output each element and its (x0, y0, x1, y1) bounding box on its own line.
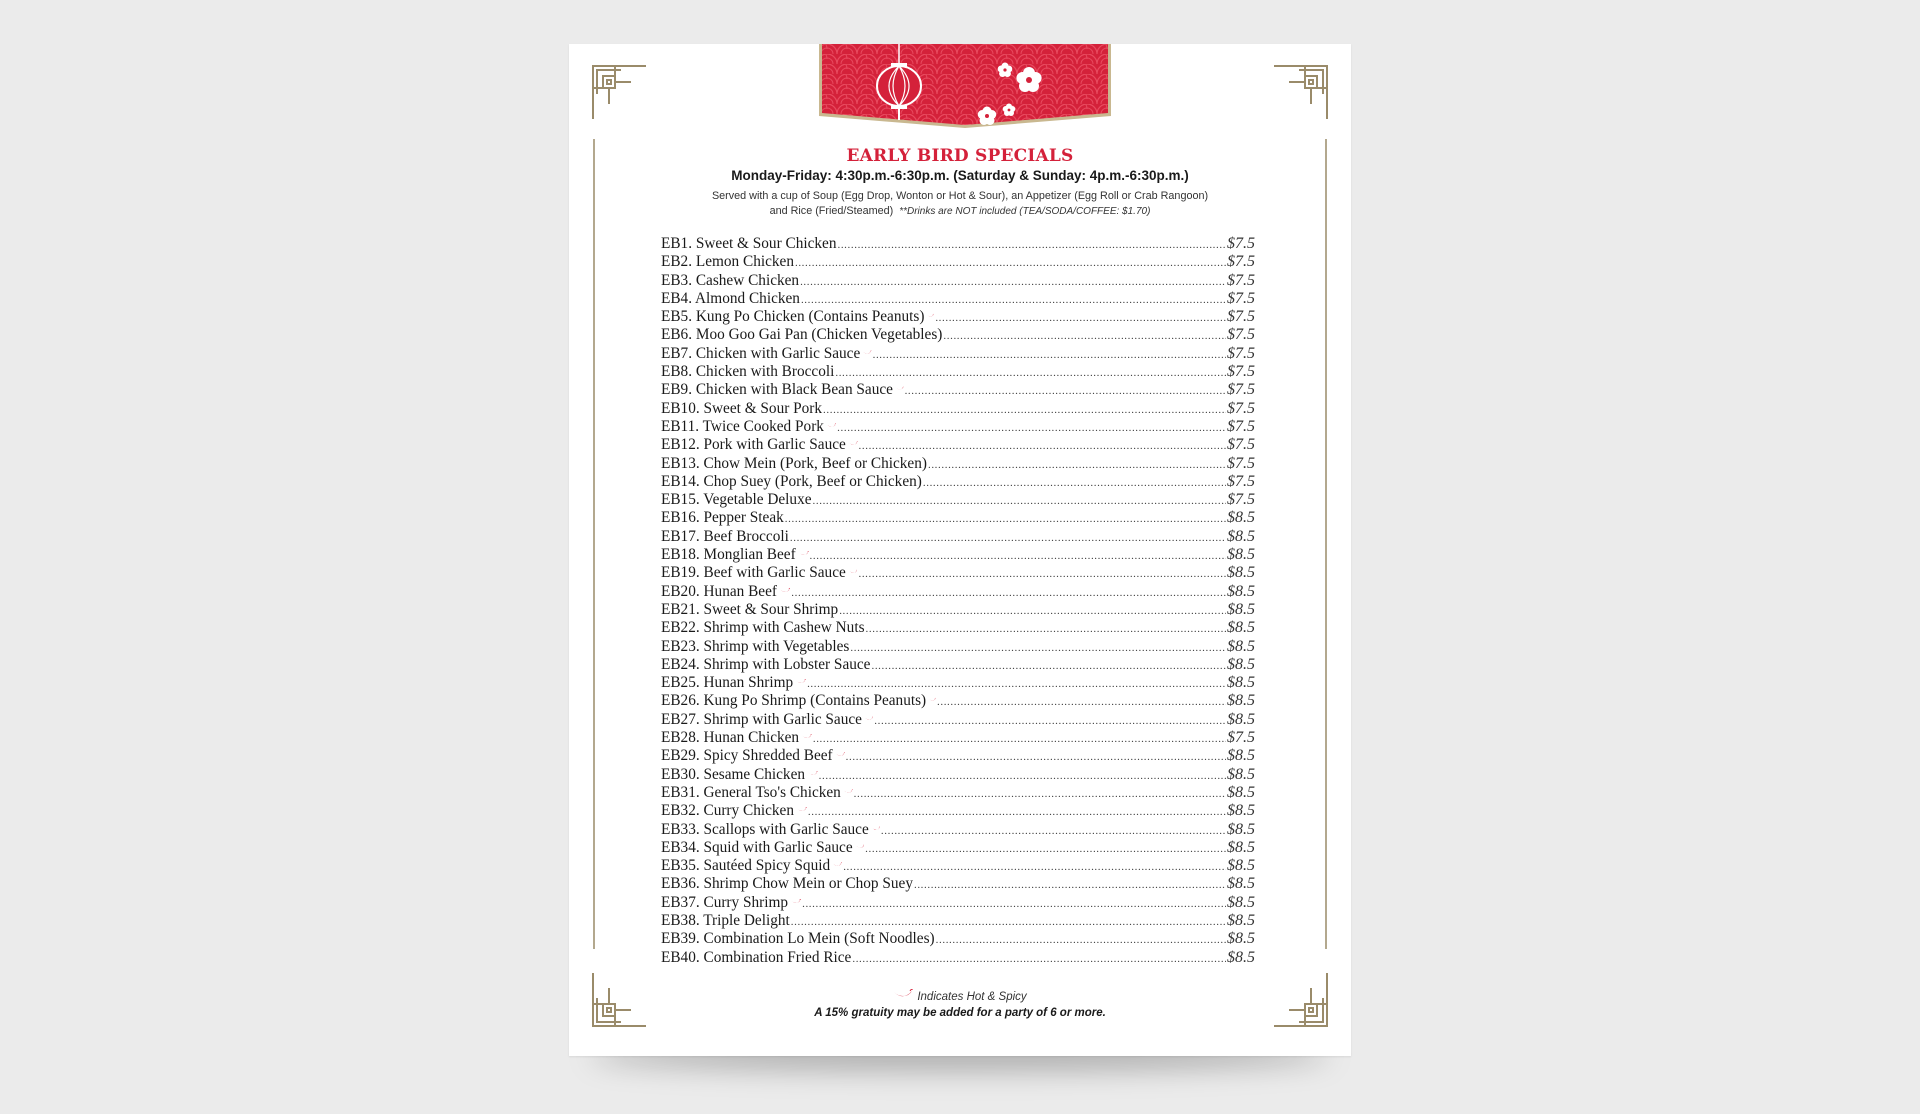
dot-leader (813, 495, 1226, 507)
menu-item-name: EB27. Shrimp with Garlic Sauce (661, 710, 862, 728)
menu-item-price: $8.5 (1227, 692, 1255, 710)
menu-item-price: $8.5 (1227, 802, 1255, 820)
menu-item (661, 930, 1255, 948)
menu-item-name: EB16. Pepper Steak (661, 509, 784, 527)
chili-pepper-icon (896, 384, 904, 394)
menu-item (661, 656, 1255, 674)
menu-item (661, 875, 1255, 893)
menu-item-price: $7.5 (1227, 344, 1255, 362)
menu-item-name: EB38. Triple Delight (661, 911, 790, 929)
menu-item-price: $7.5 (1227, 253, 1255, 271)
menu-item (661, 784, 1255, 802)
menu-item (661, 711, 1255, 729)
menu-item-price: $7.5 (1227, 491, 1255, 509)
menu-item-name: EB4. Almond Chicken (661, 289, 800, 307)
menu-item (661, 821, 1255, 839)
menu-item (661, 491, 1255, 509)
menu-item (661, 345, 1255, 363)
menu-item (661, 638, 1255, 656)
dot-leader (807, 678, 1226, 690)
dot-leader (852, 953, 1226, 965)
menu-item-name: EB31. General Tso's Chicken (661, 783, 841, 801)
dot-leader (810, 550, 1226, 562)
menu-item-price: $8.5 (1227, 857, 1255, 875)
menu-item-price: $7.5 (1227, 289, 1255, 307)
menu-item-name: EB3. Cashew Chicken (661, 271, 800, 289)
dot-leader (800, 276, 1226, 288)
corner-ornament-top-left (591, 64, 647, 120)
menu-item (661, 766, 1255, 784)
menu-item-name: EB8. Chicken with Broccoli (661, 363, 835, 381)
spicy-legend (569, 989, 1351, 1003)
menu-item-price: $7.5 (1227, 381, 1255, 399)
menu-item-price: $8.5 (1227, 582, 1255, 600)
chili-pepper-icon (929, 695, 936, 705)
menu-item-name: EB35. Sautéed Spicy Squid (661, 857, 831, 875)
menu-item (661, 509, 1255, 527)
menu-item-price: $8.5 (1227, 564, 1255, 582)
menu-item-name: EB21. Sweet & Sour Shrimp (661, 600, 839, 618)
menu-item-name: EB10. Sweet & Sour Pork (661, 399, 823, 417)
chili-pepper-icon (856, 842, 865, 852)
menu-item (661, 272, 1255, 290)
menu-item (661, 546, 1255, 564)
menu-item-name: EB11. Twice Cooked Pork (661, 417, 824, 435)
dot-leader (850, 642, 1226, 654)
menu-item-name: EB12. Pork with Garlic Sauce (661, 436, 846, 454)
menu-list (661, 235, 1255, 967)
drinks-note: **Drinks are NOT included (TEA/SODA/COFFEE: $1.70) (899, 206, 1151, 217)
menu-item (661, 564, 1255, 582)
menu-item (661, 418, 1255, 436)
chili-pepper-icon (808, 769, 818, 779)
menu-item-name: EB24. Shrimp with Lobster Sauce (661, 655, 871, 673)
menu-item-name: EB17. Beef Broccoli (661, 527, 789, 545)
dot-leader (854, 788, 1226, 800)
menu-item-price: $8.5 (1227, 619, 1255, 637)
menu-item (661, 839, 1255, 857)
chili-pepper-icon (865, 714, 873, 724)
menu-item-name: EB5. Kung Po Chicken (Contains Peanuts) (661, 308, 925, 326)
menu-item-name: EB40. Combination Fried Rice (661, 948, 852, 966)
chili-pepper-icon (802, 732, 812, 742)
dot-leader (795, 257, 1226, 269)
menu-item-price: $8.5 (1227, 820, 1255, 838)
chili-pepper-icon (796, 677, 806, 687)
dot-leader (819, 770, 1226, 782)
left-border-line (593, 139, 595, 949)
menu-item-price: $7.5 (1227, 235, 1255, 252)
menu-item-name: EB13. Chow Mein (Pork, Beef or Chicken) (661, 454, 927, 472)
menu-item-name: EB26. Kung Po Shrimp (Contains Peanuts) (661, 692, 927, 710)
menu-item-name: EB7. Chicken with Garlic Sauce (661, 344, 861, 362)
menu-item-price: $8.5 (1227, 948, 1255, 966)
menu-item-price: $8.5 (1227, 875, 1255, 893)
dot-leader (791, 587, 1226, 599)
dot-leader (858, 568, 1226, 580)
chili-pepper-icon (927, 311, 934, 321)
menu-item-price: $7.5 (1227, 472, 1255, 490)
gratuity-note: A 15% gratuity may be added for a party of 6 or more. (814, 1007, 1106, 1019)
menu-item (661, 308, 1255, 326)
menu-item (661, 601, 1255, 619)
dot-leader (873, 349, 1226, 361)
menu-item-name: EB30. Sesame Chicken (661, 765, 806, 783)
chili-pepper-icon (863, 348, 871, 358)
dot-leader (785, 513, 1226, 525)
dot-leader (802, 898, 1226, 910)
chili-pepper-icon (849, 567, 858, 577)
dot-leader (874, 715, 1226, 727)
menu-item-price: $7.5 (1227, 454, 1255, 472)
dot-leader (837, 422, 1226, 434)
menu-item (661, 290, 1255, 308)
menu-item (661, 674, 1255, 692)
chili-pepper-icon (849, 439, 858, 449)
menu-item (661, 400, 1255, 418)
dot-leader (943, 330, 1226, 342)
dot-leader (905, 385, 1226, 397)
chili-pepper-icon (893, 989, 913, 1000)
menu-item-price: $8.5 (1227, 930, 1255, 948)
menu-item-price: $8.5 (1227, 893, 1255, 911)
menu-item-price: $7.5 (1227, 729, 1255, 747)
dot-leader (859, 440, 1226, 452)
dot-leader (937, 696, 1226, 708)
menu-item-name: EB32. Curry Chicken (661, 802, 794, 820)
dot-leader (813, 733, 1226, 745)
menu-item-name: EB29. Spicy Shredded Beef (661, 747, 833, 765)
right-border-line (1325, 139, 1327, 949)
menu-item-name: EB22. Shrimp with Cashew Nuts (661, 619, 865, 637)
dot-leader (835, 367, 1226, 379)
menu-item-price: $7.5 (1227, 436, 1255, 454)
menu-item (661, 583, 1255, 601)
menu-item-price: $8.5 (1227, 527, 1255, 545)
dot-leader (843, 861, 1226, 873)
menu-item (661, 729, 1255, 747)
dot-leader (866, 623, 1226, 635)
menu-item (661, 381, 1255, 399)
header-banner (817, 44, 1113, 130)
dot-leader (935, 312, 1226, 324)
menu-item (661, 692, 1255, 710)
menu-item-name: EB2. Lemon Chicken (661, 253, 794, 271)
menu-item (661, 436, 1255, 454)
chili-pepper-icon (780, 586, 790, 596)
dot-leader (923, 477, 1226, 489)
menu-item (661, 894, 1255, 912)
menu-item-name: EB19. Beef with Garlic Sauce (661, 564, 846, 582)
menu-item-price: $7.5 (1227, 308, 1255, 326)
dot-leader (881, 825, 1226, 837)
menu-item-name: EB23. Shrimp with Vegetables (661, 637, 850, 655)
description (629, 189, 1291, 219)
menu-item-price: $8.5 (1227, 838, 1255, 856)
dot-leader (790, 532, 1226, 544)
menu-item-name: EB37. Curry Shrimp (661, 893, 789, 911)
menu-item-name: EB15. Vegetable Deluxe (661, 491, 812, 509)
description-line-1: Served with a cup of Soup (Egg Drop, Wonton or Hot & Sour), an Appetizer (Egg Roll or Crab Rangoon) (711, 190, 1209, 202)
menu-item-price: $7.5 (1227, 417, 1255, 435)
menu-item-price: $8.5 (1227, 911, 1255, 929)
menu-item (661, 326, 1255, 344)
chili-pepper-icon (872, 824, 880, 834)
dot-leader (808, 806, 1226, 818)
menu-item (661, 949, 1255, 967)
description-rice: and Rice (Fried/Steamed) (769, 205, 894, 217)
menu-item-price: $7.5 (1227, 271, 1255, 289)
menu-item-name: EB39. Combination Lo Mein (Soft Noodles) (661, 930, 935, 948)
menu-page (569, 44, 1351, 1056)
menu-item-name: EB36. Shrimp Chow Mein or Chop Suey (661, 875, 913, 893)
menu-item-price: $8.5 (1227, 783, 1255, 801)
description-line-2 (629, 204, 1291, 219)
menu-item-name: EB33. Scallops with Garlic Sauce (661, 820, 869, 838)
dot-leader (865, 843, 1226, 855)
chili-pepper-icon (844, 787, 853, 797)
menu-item-price: $8.5 (1227, 546, 1255, 564)
menu-item (661, 802, 1255, 820)
dot-leader (823, 404, 1226, 416)
menu-item (661, 455, 1255, 473)
menu-item-price: $7.5 (1227, 399, 1255, 417)
menu-item-name: EB9. Chicken with Black Bean Sauce (661, 381, 893, 399)
chili-pepper-icon (827, 421, 836, 431)
dot-leader (801, 294, 1226, 306)
menu-item (661, 857, 1255, 875)
menu-item-price: $8.5 (1227, 655, 1255, 673)
menu-item (661, 619, 1255, 637)
menu-item (661, 473, 1255, 491)
dot-leader (791, 916, 1226, 928)
menu-item-name: EB18. Monglian Beef (661, 546, 796, 564)
legend-text: Indicates Hot & Spicy (917, 991, 1027, 1003)
chili-pepper-icon (799, 549, 809, 559)
dot-leader (837, 239, 1226, 251)
menu-item-price: $8.5 (1227, 674, 1255, 692)
menu-item-name: EB34. Squid with Garlic Sauce (661, 838, 853, 856)
menu-item (661, 912, 1255, 930)
page-title: EARLY BIRD SPECIALS (846, 146, 1074, 166)
corner-ornament-top-right (1273, 64, 1329, 120)
menu-item-name: EB1. Sweet & Sour Chicken (661, 235, 837, 252)
chili-pepper-icon (797, 805, 807, 815)
menu-item-price: $8.5 (1227, 600, 1255, 618)
menu-item-name: EB6. Moo Goo Gai Pan (Chicken Vegetables) (661, 326, 943, 344)
dot-leader (871, 660, 1226, 672)
menu-item (661, 235, 1255, 253)
chili-pepper-icon (836, 750, 845, 760)
menu-item-price: $8.5 (1227, 509, 1255, 527)
chili-pepper-icon (791, 897, 801, 907)
menu-item-price: $8.5 (1227, 765, 1255, 783)
dot-leader (846, 751, 1226, 763)
menu-item-name: EB20. Hunan Beef (661, 582, 777, 600)
menu-item-price: $7.5 (1227, 363, 1255, 381)
dot-leader (936, 934, 1226, 946)
dot-leader (914, 879, 1226, 891)
menu-item-name: EB25. Hunan Shrimp (661, 674, 794, 692)
hours-line: Monday-Friday: 4:30p.m.-6:30p.m. (Saturday & Sunday: 4p.m.-6:30p.m.) (731, 168, 1189, 183)
menu-item (661, 747, 1255, 765)
menu-item-price: $8.5 (1227, 710, 1255, 728)
menu-item-name: EB14. Chop Suey (Pork, Beef or Chicken) (661, 472, 922, 490)
menu-item-name: EB28. Hunan Chicken (661, 729, 800, 747)
menu-item (661, 253, 1255, 271)
menu-item-price: $8.5 (1227, 747, 1255, 765)
menu-item-price: $8.5 (1227, 637, 1255, 655)
chili-pepper-icon (833, 860, 842, 870)
dot-leader (839, 605, 1226, 617)
menu-item (661, 363, 1255, 381)
menu-item (661, 528, 1255, 546)
menu-item-price: $7.5 (1227, 326, 1255, 344)
dot-leader (928, 459, 1226, 471)
